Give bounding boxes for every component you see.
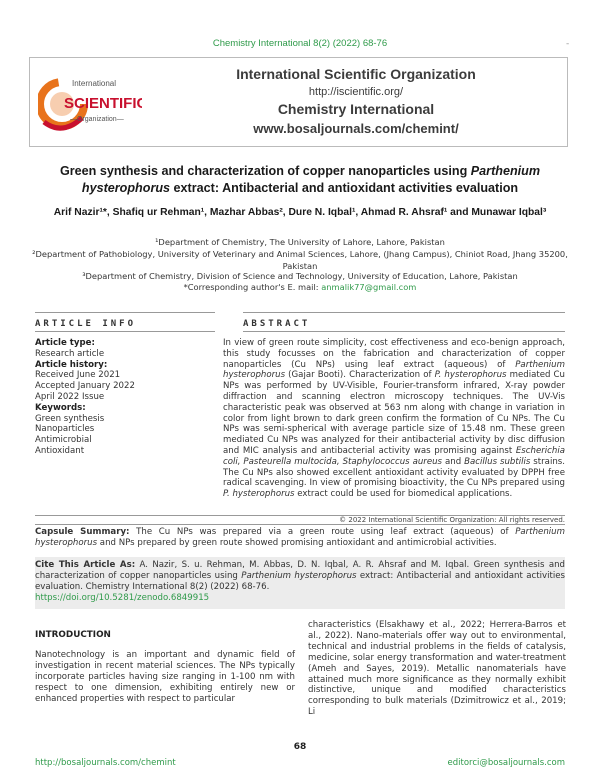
accepted-date: Accepted January 2022 [35, 381, 135, 392]
title-part-2: extract: Antibacterial and antioxidant activities evaluation [170, 181, 519, 195]
capsule-rule [35, 524, 565, 525]
introduction-heading: INTRODUCTION [35, 630, 111, 640]
footer-email[interactable]: editorci@bosaljournals.com [447, 758, 565, 768]
banner-org-name: International Scientific Organization [236, 66, 476, 82]
keyword: Antioxidant [35, 445, 85, 456]
copyright-notice: © 2022 International Scientific Organization: All rights reserved. [339, 516, 565, 524]
logo-text-bottom: —Organization— [70, 116, 124, 123]
banner-journal-url[interactable]: www.bosaljournals.com/chemint/ [253, 121, 459, 136]
doi-link[interactable]: https://doi.org/10.5281/zenodo.6849915 [35, 592, 210, 603]
page-number: 68 [293, 742, 307, 752]
affiliation-3: ³Department of Chemistry, Division of Science and Technology, University of Education, Lahore, Pakistan [82, 271, 518, 281]
article-type-label: Article type: [35, 338, 95, 348]
abstract-heading: ABSTRACT [243, 319, 311, 329]
corresponding-label: *Corresponding author's E. mail: [183, 282, 322, 292]
article-info-heading: ARTICLE INFO [35, 319, 137, 329]
capsule-summary: Capsule Summary: The Cu NPs was prepared via a green route using leaf extract (aqueous) of Parthenium hysterophorus and NPs prepared by green route showed promising antioxidant and antimicrobial activities. [35, 527, 565, 548]
banner-org-url[interactable]: http://iscientific.org/ [308, 86, 404, 98]
article-history-label: Article history: [35, 359, 108, 370]
keyword: Green synthesis [35, 413, 105, 424]
received-date: Received June 2021 [35, 370, 121, 381]
title-part-1: Green synthesis and characterization of copper nanoparticles using [59, 164, 471, 178]
title-species: Parthenium hysterophorus [81, 164, 541, 195]
introduction-right-column: characteristics (Elsakhawy et al., 2022; Herrera-Barros et al., 2022). Nano-materials offer way out to environmental, technical and industrial problems in the fields of catalysis, medicine, solar energy transformation and water-treatment (Ameh and Sayes, 2019). Metallic nanomaterials have attained much more significance as they normally exhibit distinctive, unique and modified characteristics corresponding to bulk materials (Dzimitrowicz et al., 2019; Li [308, 620, 566, 718]
affiliation-2: ²Department of Pathobiology, University of Veterinary and Animal Sciences, Lahore, (Jhang Campus), Chiniot Road, Jhang 35200, Pakistan [32, 249, 568, 271]
author-list: Arif Nazir¹*, Shafiq ur Rehman¹, Mazhar Abbas², Dure N. Iqbal¹, Ahmad R. Ahsraf¹ and Munawar Iqbal³ [53, 207, 547, 218]
abstract-rule-top [243, 312, 565, 313]
info-rule-top [35, 312, 215, 313]
corresponding-author [20, 281, 580, 293]
corresponding-email[interactable]: anmalik77@gmail.com [321, 282, 417, 292]
citation-label: Cite This Article As: [35, 560, 136, 570]
banner-journal-name: Chemistry International [277, 101, 435, 117]
keyword: Nanoparticles [35, 424, 95, 435]
article-type-value: Research article [35, 348, 105, 359]
abstract-rule-bottom [243, 331, 565, 332]
journal-header: Chemistry International 8(2) (2022) 68-76 [212, 38, 388, 49]
logo-graphic-icon [38, 66, 142, 138]
keyword: Antimicrobial [35, 435, 92, 446]
article-info [35, 338, 215, 457]
affiliation-1: ¹Department of Chemistry, The University of Lahore, Lahore, Pakistan [155, 237, 445, 247]
issue-date: April 2022 Issue [35, 391, 105, 402]
abstract-text: In view of green route simplicity, cost effectiveness and eco-benign approach, this study focusses on the fabrication and characterization of copper nanoparticles (Cu NPs) using leaf extract (aqueous) of Parthenium hysterophorus (Gajar Booti). Characterization of P. hysterophorus mediated Cu NPs was performed by UV-Visible, Fourier-transform infrared, X-ray powder diffraction and scanning electron microscopy techniques. The UV-Vis characteristic peak was observed at 563 nm along with change in variation in color from light brown to dark green confirm the formation of Cu NPs. The Cu NPs was semi-spherical with average particle size of 15.48 nm. These green mediated Cu NPs was analyzed for their antibacterial activity by disc diffusion and MIC analysis and antibacterial activity was promising against Escherichia coli, Pasteurella multocida, Staphylococcus aureus and Bacillus subtilis strains. The Cu NPs also showed excellent antioxidant activity evaluated by DPPH free radical scavenging. In view of promising bioactivity, the Cu NPs prepared using P. hysterophorus extract could be used for biomedical applications. [223, 338, 566, 500]
logo-text-top: International [72, 79, 117, 88]
info-rule-bottom [35, 331, 215, 332]
journal-banner [29, 57, 568, 147]
paper-title [40, 163, 560, 197]
keywords-label: Keywords: [35, 402, 86, 413]
logo-text-main: SCIENTIFIC [64, 95, 142, 112]
citation-text: Cite This Article As: A. Nazir, S. u. Rehman, M. Abbas, D. N. Iqbal, A. R. Ahsraf and M. Iqbal. Green synthesis and characterization of copper nanoparticles using Parthenium hysterophorus extract: Antibacterial and antioxidant activities evaluation. Chemistry International 8(2) (2022) 68-76. https://doi.org/10.5281/zenodo.6849915 [35, 560, 566, 603]
footer-journal-url[interactable]: http://bosaljournals.com/chemint [35, 758, 176, 768]
introduction-left-column: Nanotechnology is an important and dynamic field of investigation in recent material sciences. The NPs typically incorporate particles having size ranging in 1-100 nm with respect to one dimension, exhibiting entirely new or enhanced properties with respect to particular [35, 650, 295, 704]
organization-logo [38, 66, 142, 138]
capsule-label: Capsule Summary: [35, 527, 130, 537]
header-dash: - [566, 39, 570, 49]
